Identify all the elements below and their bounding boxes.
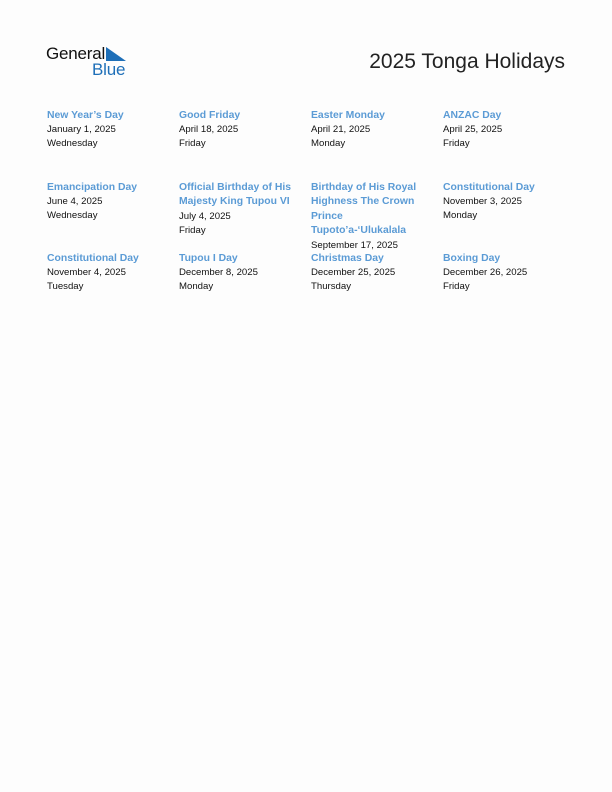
holiday-name: Easter Monday — [311, 110, 385, 121]
holiday-name: Constitutional Day — [47, 253, 139, 264]
holiday-date: April 18, 2025 — [179, 124, 239, 136]
holiday-weekday: Friday — [179, 138, 206, 150]
holiday-date: December 8, 2025 — [179, 267, 258, 279]
holiday-date: December 25, 2025 — [311, 267, 396, 279]
holiday-date: September 17, 2025 — [311, 239, 398, 251]
holiday-date: April 25, 2025 — [443, 124, 503, 136]
holiday-name: Constitutional Day — [443, 182, 535, 193]
holiday-weekday: Friday — [179, 224, 206, 236]
holiday-name: Good Friday — [179, 110, 241, 121]
holiday-anzac-day — [443, 109, 567, 151]
holiday-name: Tupou I Day — [179, 253, 238, 264]
holiday-name: New Year’s Day — [47, 110, 124, 121]
holiday-weekday: Tuesday — [47, 281, 84, 293]
holiday-tupou-i-day — [179, 252, 303, 294]
holiday-christmas-day — [311, 252, 435, 294]
holiday-weekday: Thursday — [311, 281, 351, 293]
holiday-date: November 4, 2025 — [47, 267, 126, 279]
holiday-date: November 3, 2025 — [443, 196, 522, 208]
holiday-date: April 21, 2025 — [311, 124, 371, 136]
holiday-boxing-day — [443, 252, 567, 294]
holiday-emancipation-day — [47, 181, 171, 223]
logo-word-blue: Blue — [92, 60, 126, 79]
holiday-weekday: Wednesday — [47, 138, 98, 150]
page-title: 2025 Tonga Holidays — [369, 50, 565, 73]
holiday-weekday: Monday — [179, 281, 214, 293]
generalblue-logo — [46, 44, 136, 78]
holiday-weekday: Monday — [311, 138, 346, 150]
holiday-constitutional-day-2 — [47, 252, 171, 294]
holiday-date: July 4, 2025 — [179, 210, 231, 222]
holiday-weekday: Friday — [443, 281, 470, 293]
holiday-date: January 1, 2025 — [47, 124, 116, 136]
holiday-name: Birthday of His Royal Highness The Crown Prince Tupoto’a-‘Ulukalala — [311, 182, 417, 237]
holiday-name: ANZAC Day — [443, 110, 502, 121]
holiday-weekday: Wednesday — [47, 210, 98, 222]
holiday-name: Christmas Day — [311, 253, 384, 264]
holiday-new-years-day — [47, 109, 171, 151]
holiday-good-friday — [179, 109, 303, 151]
logo-word-general: General — [46, 44, 106, 63]
holiday-name: Boxing Day — [443, 253, 501, 264]
holiday-crown-prince-birthday — [311, 181, 435, 252]
holiday-name: Official Birthday of His Majesty King Tupou VI — [179, 182, 292, 208]
holiday-weekday: Monday — [443, 210, 478, 222]
holiday-date: June 4, 2025 — [47, 196, 103, 208]
holiday-weekday: Friday — [443, 138, 470, 150]
holiday-easter-monday — [311, 109, 435, 151]
holiday-date: December 26, 2025 — [443, 267, 528, 279]
holiday-constitutional-day-1 — [443, 181, 567, 223]
holiday-name: Emancipation Day — [47, 182, 138, 193]
holiday-official-birthday-king — [179, 181, 303, 237]
